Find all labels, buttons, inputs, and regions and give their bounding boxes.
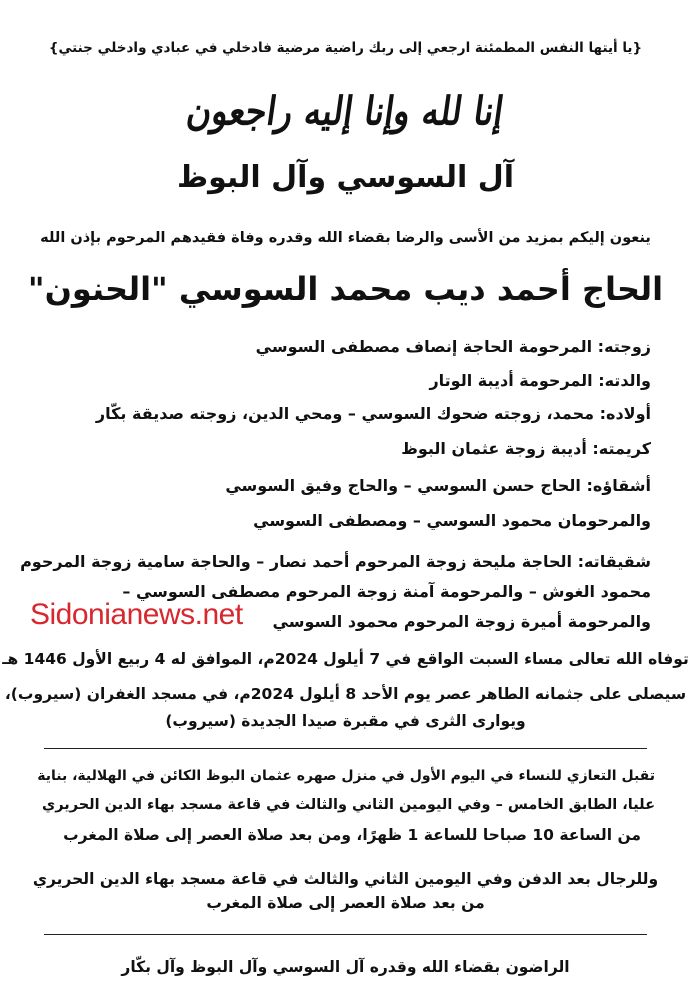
relative-text: محمد، زوجته ضحوك السوسي – ومحي الدين، زوجته صديقة بكّار [95,404,600,423]
relative-label: زوجته: [597,337,651,356]
divider-line [44,934,647,935]
relative-label: أولاده: [599,404,651,423]
families-title: آل السوسي وآل البوظ [176,160,515,195]
relative-text: المرحومة أديبة الوتار [429,371,599,390]
announcement-text: ينعون إليكم بمزيد من الأسى والرضا بقضاء الله وقدره وفاة فقيدهم المرحوم بإذن الله [40,230,651,246]
relative-line-mother [429,371,651,390]
relative-line-sons [96,404,651,423]
relative-line-wife [256,337,651,356]
relative-line-sisters-3 [273,612,651,631]
relative-text: والمرحومان محمود السوسي – ومصطفى السوسي [253,511,651,530]
calligraphy-text: إنا لله وإنا إليه راجعون [184,89,507,135]
condolences-women-line-1: تقبل التعازي للنساء في اليوم الأول في منزل صهره عثمان البوظ الكائن في الهلالية، بناية [37,768,655,784]
site-watermark: Sidonianews.net [30,598,243,631]
calligraphy-logo [0,82,691,142]
relative-text: أديبة زوجة عثمان البوظ [401,439,593,458]
relative-label: شقيقاته: [577,552,651,571]
relative-text: الحاجة مليحة زوجة المرحوم أحمد نصار – والحاجة سامية زوجة المرحوم [20,552,578,571]
condolences-women-line-3: من الساعة 10 صباحا للساعة 1 ظهرًا، ومن بعد صلاة العصر إلى صلاة المغرب [63,826,641,844]
relative-line-sisters [20,552,651,571]
relative-line-daughter [401,439,651,458]
burial-line: ويوارى الثرى في مقبرة صيدا الجديدة (سيروب) [165,712,526,730]
relative-label: كريمته: [592,439,651,458]
condolences-women-line-2: عليا، الطابق الخامس – وفي اليومين الثاني والثالث في قاعة مسجد بهاء الدين الحريري [41,797,655,813]
condolences-men-line-1: وللرجال بعد الدفن وفي اليومين الثاني والثالث في قاعة مسجد بهاء الدين الحريري [32,870,659,888]
quran-verse: {يا أيتها النفس المطمئنة ارجعي إلى ربك راضية مرضية فادخلي في عبادي وادخلي جنتي} [48,40,643,56]
prayer-line: سيصلى على جثمانه الطاهر عصر يوم الأحد 8 أيلول 2024م، في مسجد الغفران (سيروب)، [4,685,687,703]
deceased-name: الحاج أحمد ديب محمد السوسي "الحنون" [27,270,664,308]
relative-text: محمود الغوش – والمرحومة آمنة زوجة المرحوم مصطفى السوسي – [122,582,651,601]
death-date-line: توفاه الله تعالى مساء السبت الواقع في 7 أيلول 2024م، الموافق له 4 ربيع الأول 1446 هـ [2,650,689,668]
relative-text: الحاج حسن السوسي – والحاج وفيق السوسي [225,476,587,495]
relative-line-brothers [225,476,651,495]
relative-text: المرحومة الحاجة إنصاف مصطفى السوسي [255,337,598,356]
condolences-men-line-2: من بعد صلاة العصر إلى صلاة المغرب [206,894,485,912]
relative-label: أشقاؤه: [586,476,651,495]
footer-signature: الراضون بقضاء الله وقدره آل السوسي وآل البوظ وآل بكّار [121,958,570,976]
divider-line [44,748,647,749]
relative-label: والدته: [598,371,651,390]
relative-text: والمرحومة أميرة زوجة المرحوم محمود السوسي [272,612,651,631]
relative-line-brothers-2 [253,511,651,530]
